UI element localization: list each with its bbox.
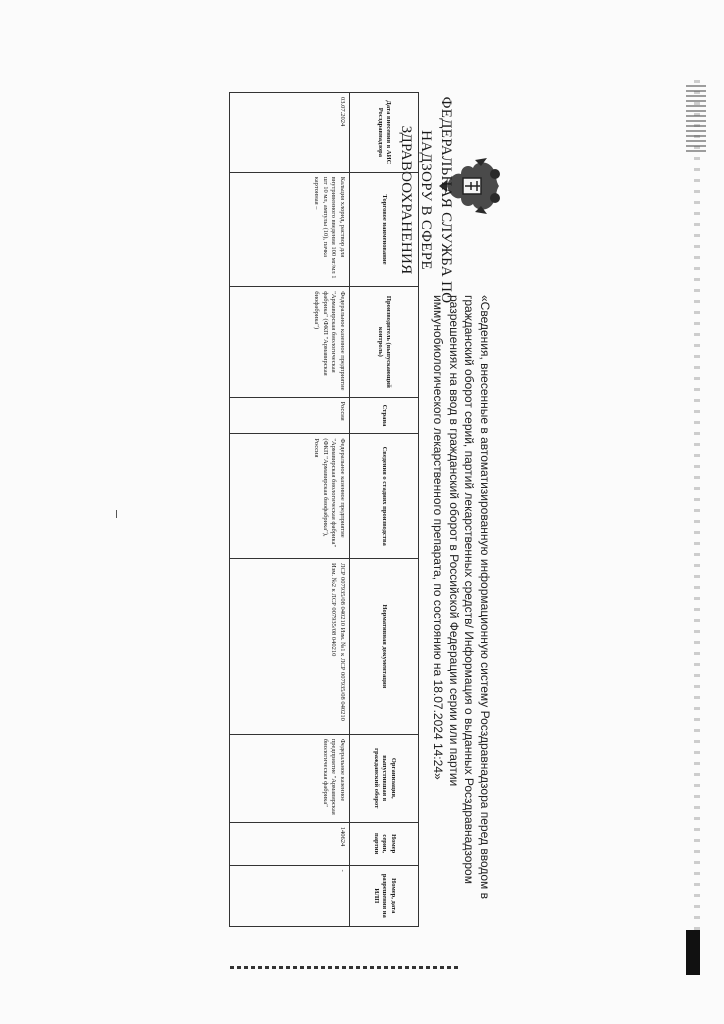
- cell-stages: Федеральное казенное предприятие "Армавирская биологическая фабрика" (ФКП "Армавирская биофабрика"), Россия: [230, 434, 350, 559]
- header-series: Номер серии, партии: [350, 822, 419, 865]
- header-manufacturer: Производитель (выпускающий контроль): [350, 287, 419, 397]
- cell-permit: -: [230, 865, 350, 926]
- agency-name: ФЕДЕРАЛЬНАЯ СЛУЖБА ПО НАДЗОРУ В СФЕРЕ ЗДРАВООХРАНЕНИЯ: [398, 96, 454, 304]
- header-trade-name: Торговое наименование: [350, 172, 419, 286]
- document-description: «Сведения, внесенные в автоматизированную информационную систему Росздравнадзора перед вводом в гражданский оборот серий, партий лекарственных средств/ Информация о выданных Росздравнадзором разрешениях на ввод в гражданский оборот в Российской Федерации серии или партии иммунобиологического лекарственного препарата, по состоянию на 18.07.2024 14:24»: [431, 295, 492, 900]
- cell-trade-name: Кальция хлорид, раствор для внутривенного введения 100 мг/мл 1 шт 10 мл, ампулы (10), пачка картонная –: [230, 172, 350, 286]
- header-permit: Номер, дата разрешения на ИЛП: [350, 865, 419, 926]
- header-country: Страна: [350, 397, 419, 434]
- cell-docs: ЛСР 007935/08 040210 Изм. №1 к ЛСР 007935/08 040210 Изм. №2 к ЛСР 007935/08 040210: [230, 559, 350, 735]
- registry-table: [229, 92, 419, 927]
- table-header-row: [350, 93, 419, 927]
- header-org: Организация, выпустившая в гражданский оборот: [350, 734, 419, 822]
- cell-series: 140624: [230, 822, 350, 865]
- cell-org: Федеральное казенное предприятие "Армавирская биологическая фабрика": [230, 734, 350, 822]
- header-docs: Нормативная документация: [350, 559, 419, 735]
- cell-manufacturer: Федеральное казенное предприятие "Армавирская биологическая фабрика" (ФКП "Армавирская биофабрика"): [230, 287, 350, 397]
- header-date: Дата внесения в АИС Росздравнадзора: [350, 93, 419, 173]
- cell-country: Россия: [230, 397, 350, 434]
- header-stages: Сведения о стадиях производства: [350, 434, 419, 559]
- table-row: [230, 93, 350, 927]
- cell-date: 03.07.2024: [230, 93, 350, 173]
